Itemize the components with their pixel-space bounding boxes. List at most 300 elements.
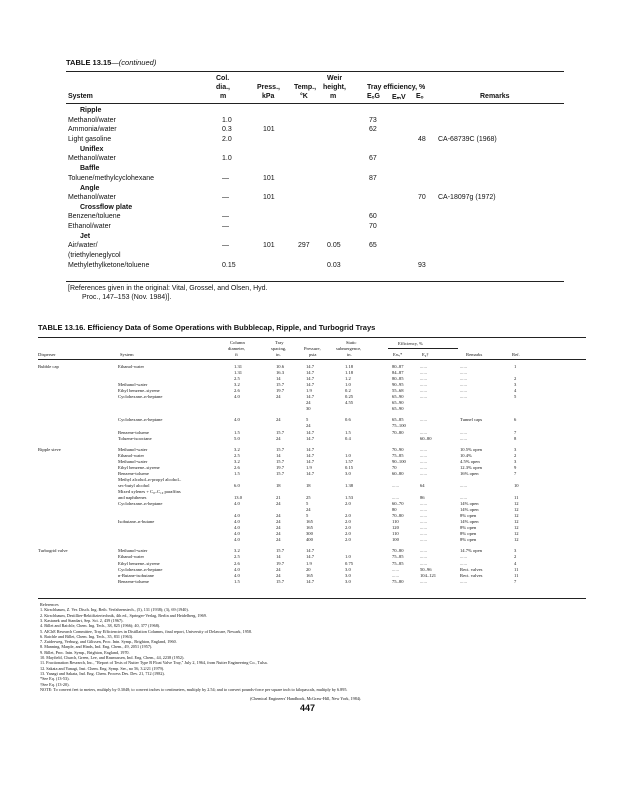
t2-cell-p: 14.7 (306, 376, 315, 382)
t2-cell-sub: 3.0 (345, 470, 351, 476)
t1-head-emv: EₘV (392, 94, 406, 101)
t2-cell-tray: 16.3 (276, 370, 285, 376)
t1-cell-eog: 70 (369, 223, 377, 231)
t2-cell-dia: 3.2 (234, 382, 240, 388)
t2-cell-rem: 14% open (460, 501, 479, 507)
t2-cell-dia: 13.0 (234, 495, 243, 500)
t2-cell-eo: ...... (420, 531, 427, 537)
t2-cell-sub: 1.2 (345, 376, 351, 382)
t2-cell-disp: Ripple sieve (38, 446, 61, 452)
t2-cell-sub: 1.5 (345, 429, 351, 435)
t2-cell-emv: 65–90 (392, 400, 404, 406)
reference-item: NOTE: To convert feet to meters, multiply by 0.3048; to convert inches to centimeters, multiply by 2.54; and to convert pounds-force per square inch to kilopascals, multiply by 6.895. (40, 686, 348, 692)
t1-head-dia-2: dia., (216, 84, 231, 91)
t2-cell-tray: 14 (276, 452, 281, 458)
t2-cell-rem: 8% open (460, 525, 477, 531)
t2-cell-eo: ...... (420, 507, 427, 513)
references-heading: References (40, 602, 59, 607)
t2-cell-emv: 65–85 (392, 417, 404, 423)
t1-cell-remarks: CA-18097g (1972) (438, 194, 496, 201)
t2-cell-sub: 1.18 (345, 370, 354, 376)
table-13-15-footnote-2: Proc., 147–153 (Nov. 1984)]. (82, 294, 172, 301)
t2-cell-tray: 24 (276, 537, 281, 543)
t1-cell-system: Uniflex (80, 145, 104, 153)
t2-cell-ref: 11 (514, 566, 519, 572)
t2-cell-tray: 24 (276, 531, 281, 537)
t2-cell-sys: Ethanol-water (118, 452, 145, 458)
t1-cell-system: Methylethylketone/toluene (68, 262, 150, 269)
t2-cell-p: 14.7 (306, 452, 315, 458)
t2-cell-ref: 11 (514, 495, 519, 500)
t1-cell-press: 101 (263, 174, 275, 182)
t1-cell-system: Crossflow plate (80, 203, 133, 211)
reference-item: 7. Zuiderweg, Verburg, and Gilissen, Proc. Intn. Symp., Brighton, England, 1960. (40, 639, 177, 645)
t2-cell-ref: 2 (514, 452, 517, 458)
t2-cell-ref: 3 (514, 548, 517, 554)
t2-cell-tray: 15.7 (276, 446, 285, 452)
t2-cell-dia: 3.2 (234, 458, 240, 464)
t2-cell-emv: 70 (392, 464, 397, 470)
t2-cell-rem: ...... (460, 435, 467, 441)
t2-cell-dia: 2.6 (234, 464, 240, 470)
t2-cell-sub: 1.0 (345, 452, 351, 458)
t2-cell-emv: 75–85 (392, 554, 404, 560)
t1-cell-eog: 60 (369, 213, 377, 221)
t1-cell-eog: 67 (369, 155, 377, 163)
t2-cell-ref: 12 (514, 537, 519, 543)
t2-cell-sys: Ethyl benzene–styrene (118, 560, 160, 566)
t2-cell-sys: Cyclohexane–n-heptane (118, 394, 163, 400)
t2-cell-eo: 104–121 (420, 572, 437, 578)
t2-cell-tray: 21 (276, 495, 281, 500)
table-13-15-top-rule (66, 71, 564, 72)
t2-cell-disp: Turbogrid valve (38, 548, 68, 554)
t2-cell-tray: 15.7 (276, 470, 285, 476)
t2-cell-emv: 75–85 (392, 452, 404, 458)
t2-cell-rem: ...... (460, 394, 467, 400)
t2-cell-sub: 0.75 (345, 560, 354, 566)
t2-cell-emv: 84–87 (392, 370, 404, 376)
t2-cell-rem: ...... (460, 482, 467, 488)
t2-cell-tray: 15.7 (276, 429, 285, 435)
t1-cell-system: Air/water/ (68, 242, 98, 250)
t2-cell-sub: 2.0 (345, 525, 351, 531)
t1-cell-dia: — (222, 213, 229, 221)
t2-cell-eo: 60–80 (420, 435, 432, 441)
t2-cell-p: 5 (306, 417, 309, 423)
t2-cell-ref: 1 (514, 364, 517, 369)
t2-cell-ref: 12 (514, 531, 519, 537)
t2-cell-emv: 90–95 (392, 382, 404, 388)
t2-cell-sys: Methanol-water (118, 548, 148, 554)
t1-head-dia-3: m (220, 93, 227, 100)
t2-cell-dia: 5.0 (234, 435, 240, 441)
t2-cell-rem: 8% open (460, 537, 477, 543)
t1-cell-eog: 65 (369, 242, 377, 250)
t2-head-remarks: Remarks (466, 352, 483, 357)
t2-cell-ref: 12 (514, 501, 519, 507)
t2-cell-p: 14.7 (306, 554, 315, 560)
t2-cell-dia: 1.31 (234, 370, 243, 376)
t2-cell-sys: sec-butyl alcohol (118, 482, 150, 488)
t2-cell-emv: 100 (392, 537, 399, 543)
t2-head-eff: Efficiency, % (398, 341, 423, 346)
t2-cell-p: 14.7 (306, 548, 315, 554)
t2-cell-emv: 80–87 (392, 364, 404, 369)
t2-cell-eo: ...... (420, 537, 427, 543)
t2-cell-sys: Mixed xylenes + C₈–C₁₀ paraffins (118, 488, 181, 494)
t1-head-dia-1: Col. (216, 75, 230, 82)
t2-cell-sys: Benzene-toluene (118, 470, 149, 476)
t1-cell-eo: 70 (418, 194, 426, 201)
t2-cell-ref: 10 (514, 482, 519, 488)
t2-cell-sys: Cyclohexane–n-heptane (118, 417, 163, 423)
t2-cell-sub: 0.25 (345, 394, 354, 400)
t2-cell-ref: 12 (514, 513, 519, 519)
t2-cell-ref: 9 (514, 464, 517, 470)
t2-cell-eo: ...... (420, 364, 427, 369)
t2-cell-emv: 75–100 (392, 423, 406, 429)
t2-cell-ref: 12 (514, 507, 519, 513)
t1-cell-press: 101 (263, 194, 275, 201)
reference-item: 8. Manning, Marple, and Hinds, Ind. Eng. Chem., 49, 2051 (1957). (40, 644, 153, 650)
t2-head-emv: Eₘᵥ* (393, 352, 403, 357)
t2-cell-tray: 24 (276, 435, 281, 441)
t2-cell-p: 300 (306, 531, 313, 537)
reference-item: 9. Billet, Proc. Intn. Symp., Brighton, England, 1970. (40, 649, 130, 655)
table-13-15-caption (66, 58, 156, 67)
t1-head-weir-2: height, (323, 84, 346, 91)
t2-head-sub-3: in. (347, 352, 352, 357)
t2-cell-sys: Toluene-isooctane (118, 435, 152, 441)
t2-cell-p: 14.7 (306, 458, 315, 464)
t2-cell-emv: 110 (392, 531, 399, 537)
t2-cell-p: 18 (306, 482, 311, 488)
t2-cell-disp: Bubble cap (38, 364, 59, 369)
t2-cell-emv: 75–80 (392, 578, 404, 584)
t1-cell-dia: — (222, 242, 229, 250)
t2-cell-dia: 2.5 (234, 452, 240, 458)
t2-cell-p: 24 (306, 507, 311, 513)
t1-cell-system: Ethanol/water (68, 223, 111, 231)
t1-cell-system: Light gasoline (68, 136, 112, 144)
t1-cell-dia: 2.0 (222, 136, 232, 144)
t1-cell-system: Baffle (80, 165, 100, 173)
reference-item: 6. Raichle and Billet, Chem. Ing. Tech., 35, 831 (1963). (40, 633, 134, 639)
t1-cell-press: 101 (263, 126, 275, 134)
t2-cell-rem: 14.7% open (460, 548, 482, 554)
t2-cell-rem: 16% open (460, 470, 479, 476)
t2-cell-emv: ...... (392, 566, 399, 572)
t2-cell-p: 24 (306, 423, 311, 429)
reference-item: 13. Yanagi and Sakata, Ind. Eng. Chem. Process Des. Dev. 21, 712 (1982). (40, 670, 165, 676)
t2-cell-rem: 8% open (460, 531, 477, 537)
t1-head-temp-2: °K (300, 93, 308, 100)
t2-cell-tray: 24 (276, 394, 281, 400)
t2-cell-tray: 24 (276, 566, 281, 572)
t1-head-press-1: Press., (257, 84, 280, 91)
t2-cell-p: 5 (306, 513, 309, 519)
t2-cell-sub: 0.2 (345, 388, 351, 394)
t2-cell-rem: Tunnel caps (460, 417, 483, 423)
reference-item: 2. Kirschbaum, Destillier-Rektifiziertechnik, 4th ed., Springer-Verlag, Berlin and Heidelberg, 1969. (40, 612, 207, 618)
t2-head-tray-1: Tray (275, 340, 284, 345)
t2-cell-ref: 2 (514, 376, 517, 382)
t2-head-disperser: Disperser (38, 352, 56, 357)
t2-cell-eo: 64 (420, 482, 425, 488)
t2-head-dia-2: diameter, (228, 346, 246, 351)
t2-cell-p: 14.7 (306, 446, 315, 452)
reference-item: 11. Fractionation Research, Inc., "Report of Tests of Nutter Type B Float Valve Tray," July 2, 1964, from Nutter Engineering Co., Tulsa. (40, 660, 268, 666)
t2-cell-dia: 3.2 (234, 446, 240, 452)
t2-cell-sys: Ethanol-water (118, 554, 145, 560)
t2-cell-eo: ...... (420, 394, 427, 400)
t1-cell-temp: 297 (298, 242, 310, 250)
t2-cell-dia: 4.0 (234, 394, 240, 400)
t2-cell-sub: 1.53 (345, 495, 354, 500)
t1-cell-weir: 0.03 (327, 262, 341, 269)
t2-cell-eo: ...... (420, 578, 427, 584)
t1-cell-system: (triethyleneglycol (68, 252, 121, 260)
t2-cell-sub: 2.0 (345, 513, 351, 519)
t2-cell-tray: 14 (276, 376, 281, 382)
reference-item: 5. AIChE Research Committee, Tray Efficiencies in Distillation Columns, final report, University of Delaware, Newark, 1958. (40, 628, 253, 634)
t2-cell-ref: 12 (514, 519, 519, 525)
t2-cell-rem: 14% open (460, 507, 479, 513)
table-13-15-caption-sub: —(continued) (111, 58, 157, 67)
t2-cell-p: 14.7 (306, 382, 315, 388)
t2-cell-sub: 1.0 (345, 554, 351, 560)
t2-cell-p: 14.7 (306, 470, 315, 476)
t2-cell-p: 165 (306, 572, 313, 578)
t2-cell-rem: 10.4% (460, 452, 472, 458)
t2-cell-eo: 86 (420, 495, 425, 500)
t2-cell-dia: 4.0 (234, 513, 240, 519)
t2-cell-sys: Ethyl benzene–styrene (118, 388, 160, 394)
t2-cell-dia: 2.6 (234, 560, 240, 566)
t1-cell-eog: 62 (369, 126, 377, 134)
t1-cell-dia: 1.0 (222, 116, 232, 124)
t2-cell-dia: 2.6 (234, 388, 240, 394)
t2-cell-p: 1.9 (306, 560, 312, 566)
t1-cell-dia: — (222, 174, 229, 182)
t2-cell-dia: 4.0 (234, 519, 240, 525)
t2-cell-tray: 24 (276, 572, 281, 578)
t2-cell-dia: 4.0 (234, 501, 240, 507)
t2-head-ref: Ref. (512, 352, 520, 357)
t2-cell-rem: ...... (460, 554, 467, 560)
t2-cell-sys: Methyl alcohol–n-propyl alcohol– (118, 476, 182, 482)
t2-cell-p: 24 (306, 400, 311, 406)
t1-head-weir-1: Weir (327, 75, 343, 82)
t1-cell-remarks: CA-68739C (1968) (438, 136, 497, 144)
t2-cell-dia: 4.0 (234, 525, 240, 531)
t2-cell-dia: 4.0 (234, 531, 240, 537)
t1-head-eog: EₒG (367, 93, 380, 100)
t1-cell-press: 101 (263, 242, 275, 250)
t2-cell-rem: ...... (460, 376, 467, 382)
t2-cell-sub: 1.57 (345, 458, 354, 464)
t2-cell-sys: Cyclohexane–n-heptane (118, 501, 163, 507)
table-13-15-footnote-1: [References given in the original: Vital, Grossel, and Olsen, Hyd. (68, 285, 268, 292)
t2-cell-rem: 10.5% open (460, 446, 482, 452)
t2-cell-rem: ...... (460, 429, 467, 435)
t2-cell-p: 30 (306, 406, 311, 412)
t2-cell-sub: 2.0 (345, 537, 351, 543)
t2-cell-ref: 2 (514, 554, 517, 560)
t2-cell-p: 14.7 (306, 370, 315, 376)
t2-cell-sub: 3.0 (345, 572, 351, 578)
table-13-16-top-rule (38, 337, 586, 338)
t2-head-dia-3: ft (235, 352, 238, 357)
t2-cell-sub: 0.6 (345, 417, 351, 423)
t2-cell-tray: 19.7 (276, 560, 285, 566)
t2-head-eo: E₀† (422, 352, 429, 357)
t2-cell-rem: Rect. valves (460, 566, 483, 572)
t1-head-weir-3: m (330, 93, 337, 100)
t2-cell-eo: ...... (420, 452, 427, 458)
t2-cell-p: 14.7 (306, 429, 315, 435)
t2-cell-tray: 24 (276, 501, 281, 507)
t2-cell-eo: ...... (420, 501, 427, 507)
t2-head-tray-3: in. (276, 352, 281, 357)
table-13-15-head-rule (66, 103, 564, 104)
t2-cell-eo: ...... (420, 382, 427, 388)
table-13-15-bottom-rule (66, 281, 564, 282)
t2-cell-sys: and naphthenes (118, 495, 147, 500)
t2-cell-p: 14.7 (306, 394, 315, 400)
t2-cell-emv: ...... (392, 482, 399, 488)
t1-cell-eog: 87 (369, 174, 377, 182)
t2-cell-dia: 1.5 (234, 429, 240, 435)
reference-item: 3. Kastanek and Standart, Sep. Sci. 2, 439 (1967). (40, 617, 124, 623)
t2-cell-eo: ...... (420, 513, 427, 519)
t2-cell-sys: Ethyl benzene–styrene (118, 464, 160, 470)
t1-cell-system: Ammonia/water (68, 126, 117, 134)
t2-cell-emv: 60–70 (392, 501, 404, 507)
table-13-16-head-rule (38, 359, 586, 360)
table-13-16-bottom-rule (38, 598, 586, 599)
t2-cell-rem: 4.5% open (460, 458, 480, 464)
t2-cell-p: 1.9 (306, 464, 312, 470)
t1-head-temp-1: Temp., (294, 84, 317, 91)
t2-cell-emv: 75–85 (392, 560, 404, 566)
t2-cell-eo: ...... (420, 446, 427, 452)
t1-cell-system: Jet (80, 232, 91, 240)
t2-cell-p: 1.9 (306, 388, 312, 394)
t2-cell-tray: 24 (276, 525, 281, 531)
t2-cell-sys: Ethanol-water (118, 364, 145, 369)
t2-cell-rem: ...... (460, 560, 467, 566)
t1-cell-dia: — (222, 223, 229, 231)
t2-cell-rem: 12.3% open (460, 464, 482, 470)
t2-cell-eo: ...... (420, 554, 427, 560)
t2-cell-emv: 90–100 (392, 458, 406, 464)
t2-cell-dia: 3.2 (234, 548, 240, 554)
t2-cell-ref: 12 (514, 525, 519, 531)
t2-cell-p: 14.7 (306, 364, 315, 369)
t2-cell-sub: 4.55 (345, 400, 354, 406)
t2-cell-eo: ...... (420, 560, 427, 566)
t2-head-press-2: psia (309, 352, 317, 357)
t1-cell-system: Methanol/water (68, 194, 116, 201)
t2-cell-rem: ...... (460, 370, 467, 376)
t2-cell-eo: 50–96 (420, 566, 432, 572)
t2-cell-tray: 15.7 (276, 458, 285, 464)
t1-cell-eo: 93 (418, 262, 426, 269)
t1-cell-eog: 73 (369, 116, 377, 124)
t2-cell-sys: Cyclohexane–n-heptane (118, 566, 163, 572)
t2-cell-ref: 4 (514, 560, 517, 566)
t2-cell-ref: 5 (514, 394, 517, 400)
t2-cell-ref: 6 (514, 417, 517, 423)
reference-item: 4. Billet and Raichle, Chem. Ing. Tech., 38, 825 (1966); 40, 377 (1968). (40, 623, 161, 629)
t2-cell-rem: Rect. valves (460, 572, 483, 578)
t2-cell-sys: Methanol-water (118, 446, 148, 452)
t2-cell-eo: ...... (420, 429, 427, 435)
t2-cell-tray: 24 (276, 417, 281, 423)
t2-cell-tray: 19.7 (276, 388, 285, 394)
t2-head-system: System (120, 352, 134, 357)
t2-cell-tray: 24 (276, 513, 281, 519)
t1-cell-system: Angle (80, 184, 100, 192)
t2-cell-tray: 19.7 (276, 464, 285, 470)
t1-head-press-2: kPa (262, 93, 275, 100)
t2-cell-emv: ...... (392, 572, 399, 578)
t2-cell-emv: 70–80 (392, 429, 404, 435)
t2-cell-dia: 6.0 (234, 482, 240, 488)
t1-head-eo: Eₒ (416, 93, 424, 100)
t2-cell-ref: 4 (514, 388, 517, 394)
t2-cell-eo: ...... (420, 470, 427, 476)
t2-cell-emv: 60–80 (392, 470, 404, 476)
t2-cell-rem: 14% open (460, 519, 479, 525)
table-13-16-eff-rule (388, 348, 458, 349)
reference-item: (Chemical Engineers' Handbook, McGraw-Hill, New York, 1984). (250, 695, 362, 701)
t2-cell-eo: ...... (420, 548, 427, 554)
t2-cell-eo: ...... (420, 417, 427, 423)
t2-cell-sys: Benzene-toluene (118, 578, 149, 584)
reference-item: 12. Sakata and Yanagi, Inst. Chem. Eng. Symp. Ser., no 56, 3.2/21 (1979). (40, 665, 165, 671)
t2-head-press-1: Pressure, (304, 346, 321, 351)
t2-cell-emv: 65–90 (392, 394, 404, 400)
t1-cell-dia: 0.3 (222, 126, 232, 134)
t2-cell-emv: 70–80 (392, 548, 404, 554)
t2-cell-ref: 7 (514, 429, 517, 435)
t2-cell-dia: 1.31 (234, 364, 243, 369)
t2-cell-eo: ...... (420, 388, 427, 394)
t1-cell-eo: 48 (418, 136, 426, 144)
t1-head-tray: Tray efficiency, % (367, 84, 426, 91)
t2-cell-ref: 3 (514, 458, 517, 464)
t2-cell-tray: 10.6 (276, 364, 285, 369)
t1-cell-system: Toluene/methylcyclohexane (68, 174, 154, 182)
t2-cell-emv: 80–85 (392, 376, 404, 382)
t2-cell-sub: 1.38 (345, 482, 354, 488)
t2-cell-emv: 70–90 (392, 446, 404, 452)
t2-cell-sub: 0.4 (345, 435, 351, 441)
t1-cell-dia: 0.15 (222, 262, 236, 269)
t2-head-tray-2: spacing, (271, 346, 287, 351)
reference-item: 1. Kirschbaum, Z. Ver. Dtsch. Ing. Beih. Verfahrenstech., (5), 131 (1938); (3), 69 (1940). (40, 607, 189, 613)
t2-cell-dia: 1.5 (234, 470, 240, 476)
t2-cell-sys: Methanol-water (118, 382, 148, 388)
t1-cell-dia: 1.0 (222, 155, 232, 163)
t1-head-system: System (68, 93, 93, 100)
t2-cell-emv: 55–68 (392, 388, 404, 394)
t1-cell-dia: — (222, 194, 229, 201)
page-number: 447 (300, 703, 316, 713)
